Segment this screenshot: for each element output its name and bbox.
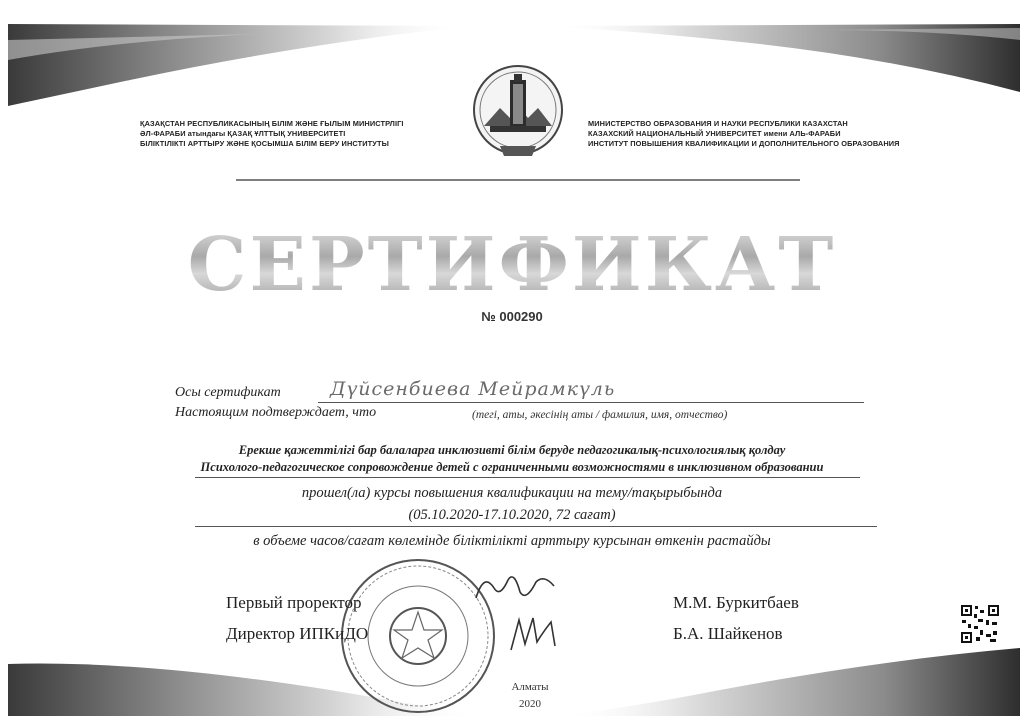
course-line	[195, 477, 860, 478]
course-period: (05.10.2020-17.10.2020, 72 сағат)	[408, 507, 616, 523]
header-ru-line: КАЗАХСКИЙ НАЦИОНАЛЬНЫЙ УНИВЕРСИТЕТ имени АЛЬ-ФАРАБИ	[588, 129, 841, 138]
certificate-number: № 000290	[481, 309, 543, 324]
header-ru-line: МИНИСТЕРСТВО ОБРАЗОВАНИЯ И НАУКИ РЕСПУБЛИКИ КАЗАХСТАН	[588, 119, 848, 128]
recipient-name-line	[318, 402, 864, 403]
recipient-label-ru: Настоящим подтверждает, что	[175, 405, 377, 420]
header-kz	[140, 119, 404, 149]
footer-city: Алматы	[511, 681, 549, 693]
header-ru	[588, 119, 900, 149]
recipient-name: Дүйсенбиева Мейрамкүль	[330, 378, 616, 400]
course-title-ru: Психолого-педагогическое сопровождение детей с ограниченными возможностями в инклюзивном образовании	[200, 460, 824, 474]
signer-name-2: Б.А. Шайкенов	[673, 624, 783, 643]
signature-first	[470, 568, 560, 608]
certificate-title: СЕРТИФИКАТ	[0, 222, 1024, 308]
header-kz-line: БІЛІКТІЛІКТІ АРТТЫРУ ЖӘНЕ ҚОСЫМША БІЛІМ БЕРУ ИНСТИТУТЫ	[140, 139, 389, 148]
header-ru-line: ИНСТИТУТ ПОВЫШЕНИЯ КВАЛИФИКАЦИИ И ДОПОЛНИТЕЛЬНОГО ОБРАЗОВАНИЯ	[588, 139, 900, 148]
recipient-label-kz: Осы сертификат	[175, 385, 281, 400]
recipient-hint: (тегі, аты, әкесінің аты / фамилия, имя, отчество)	[472, 409, 728, 421]
university-emblem	[470, 62, 566, 162]
header-kz-line: ӘЛ-ФАРАБИ атындағы ҚАЗАҚ ҰЛТТЫҚ УНИВЕРСИТЕТІ	[140, 129, 346, 138]
qr-code	[960, 604, 1000, 644]
completion-line: прошел(ла) курсы повышения квалификации на тему/тақырыбында	[301, 485, 723, 501]
signer-name-1: М.М. Буркитбаев	[673, 593, 799, 612]
period-line	[195, 526, 877, 527]
footer-year: 2020	[519, 698, 541, 710]
signature-second	[505, 612, 565, 656]
header-kz-line: ҚАЗАҚСТАН РЕСПУБЛИКАСЫНЫҢ БІЛІМ ЖӘНЕ ҒЫЛЫМ МИНИСТРЛІГІ	[140, 119, 404, 128]
signer-position-1: Первый проректор	[226, 593, 362, 612]
volume-line: в объеме часов/сағат көлемінде біліктілікті арттыру курсынан өткенін растайды	[253, 533, 771, 549]
course-title-kz: Ерекше қажеттілігі бар балаларға инклюзивті білім беруде педагогикалық-психологиялық қолдау	[238, 443, 786, 457]
signer-position-2: Директор ИПКиДО	[226, 624, 369, 643]
